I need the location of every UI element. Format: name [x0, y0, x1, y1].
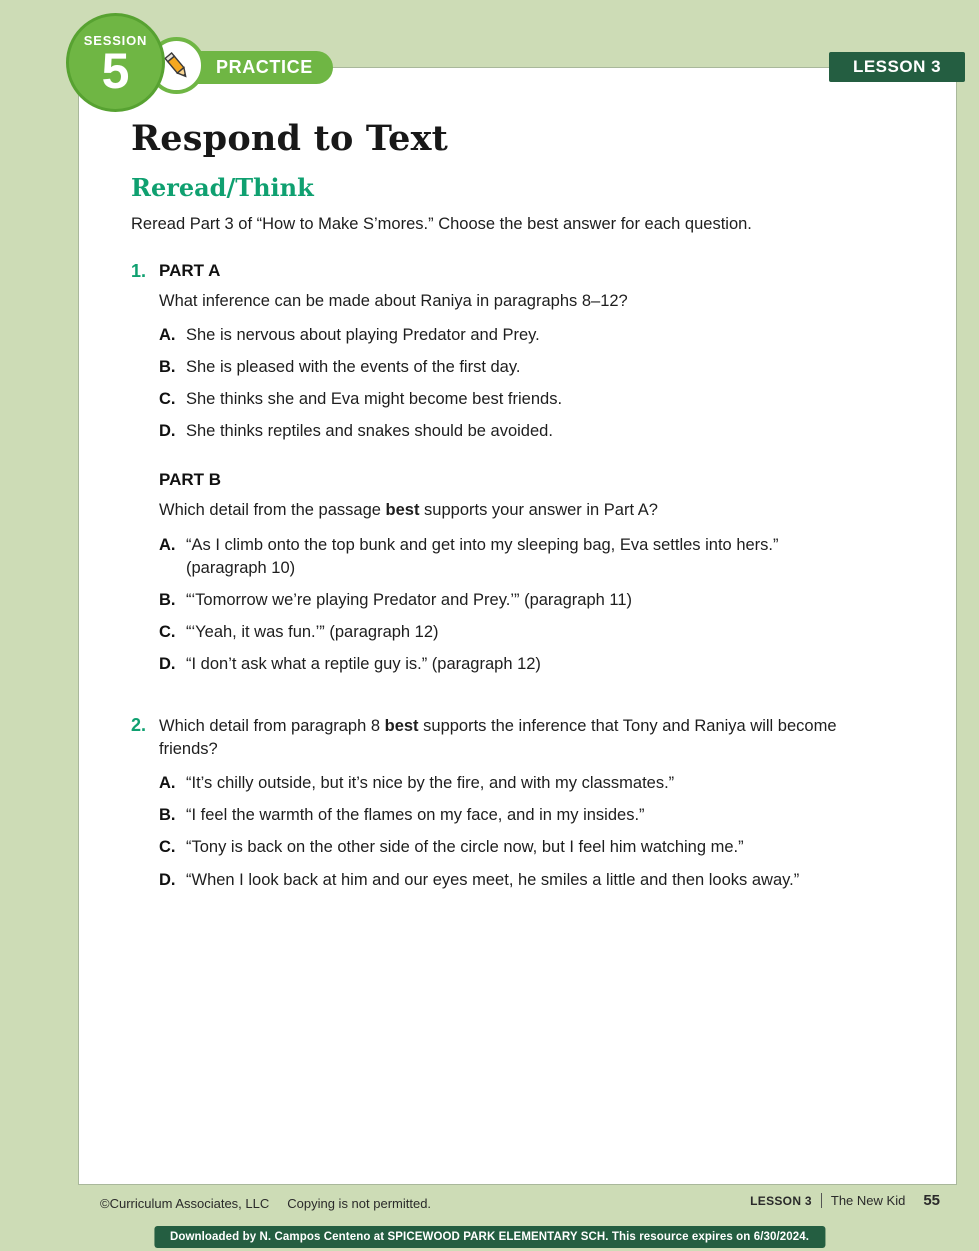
- choice-text: “It’s chilly outside, but it’s nice by the fire, and with my classmates.”: [186, 774, 675, 793]
- footer-page-number: 55: [923, 1192, 940, 1209]
- choice-text: “As I climb onto the top bunk and get into my sleeping bag, Eva settles into hers.” (paragraph 10): [186, 535, 779, 577]
- choice-row: [159, 534, 901, 580]
- choice-letter: A.: [159, 535, 176, 554]
- part-b-stem: [159, 499, 869, 522]
- choice-letter: C.: [159, 622, 176, 641]
- choice-text: She thinks reptiles and snakes should be avoided.: [186, 422, 553, 441]
- choice-row: [159, 589, 901, 612]
- choice-text: “Tony is back on the other side of the circle now, but I feel him watching me.”: [186, 838, 744, 857]
- choice-letter: B.: [159, 806, 176, 825]
- choice-row: [159, 356, 901, 379]
- choice-row: [159, 420, 901, 443]
- stem-text: supports the inference that Tony and Raniya will become friends?: [159, 717, 837, 759]
- choice-letter: D.: [159, 654, 176, 673]
- choice-row: [159, 653, 901, 676]
- choice-letter: A.: [159, 774, 176, 793]
- choice-text: She is pleased with the events of the first day.: [186, 358, 521, 377]
- footer-right: [750, 1192, 940, 1209]
- practice-label: PRACTICE: [216, 57, 313, 77]
- worksheet-page: [78, 67, 957, 1185]
- footer-copying-notice: Copying is not permitted.: [287, 1196, 432, 1211]
- stem-bold-word: best: [384, 717, 419, 736]
- choice-row: [159, 324, 901, 347]
- choice-row: [159, 388, 901, 411]
- session-badge: [66, 13, 165, 112]
- footer-divider: [821, 1193, 822, 1208]
- question-1: [131, 261, 901, 685]
- part-a-stem: What inference can be made about Raniya in paragraphs 8–12?: [159, 292, 628, 310]
- question-2: [131, 715, 901, 901]
- choice-row: [159, 772, 901, 795]
- section-heading: Reread/Think: [131, 173, 314, 202]
- choice-text: “‘Yeah, it was fun.’” (paragraph 12): [186, 622, 439, 641]
- choice-letter: C.: [159, 390, 176, 409]
- page-title: Respond to Text: [131, 118, 449, 159]
- choice-row: [159, 621, 901, 644]
- question-2-stem: [159, 715, 869, 761]
- lesson-banner: LESSON 3: [829, 52, 965, 82]
- intro-text: Reread Part 3 of “How to Make S’mores.” Choose the best answer for each question.: [131, 215, 752, 233]
- choice-text: She thinks she and Eva might become best friends.: [186, 390, 563, 409]
- session-number: 5: [101, 43, 130, 100]
- choice-letter: C.: [159, 838, 176, 857]
- choice-letter: B.: [159, 590, 176, 609]
- footer-left: [100, 1196, 431, 1211]
- footer-lesson-label: LESSON 3: [750, 1193, 812, 1208]
- question-1-part-b: [159, 470, 901, 676]
- choice-letter: A.: [159, 326, 176, 345]
- question-2-number: 2.: [131, 715, 147, 736]
- choice-letter: D.: [159, 422, 176, 441]
- choice-text: “I feel the warmth of the flames on my face, and in my insides.”: [186, 806, 645, 825]
- stem-text: Which detail from the passage: [159, 501, 386, 520]
- choice-row: [159, 869, 901, 892]
- choice-text: “I don’t ask what a reptile guy is.” (paragraph 12): [186, 654, 541, 673]
- session-label: SESSION: [83, 33, 148, 49]
- choice-letter: D.: [159, 870, 176, 889]
- footer-copyright: ©Curriculum Associates, LLC: [100, 1196, 270, 1211]
- choice-text: She is nervous about playing Predator and Prey.: [186, 326, 540, 345]
- stem-text: Which detail from paragraph 8: [159, 717, 385, 736]
- choice-row: [159, 804, 901, 827]
- choice-letter: B.: [159, 358, 176, 377]
- footer-book-title: The New Kid: [830, 1193, 906, 1208]
- download-notice-banner: Downloaded by N. Campos Centeno at SPICEWOOD PARK ELEMENTARY SCH. This resource expires on 6/30/2024.: [154, 1226, 825, 1248]
- stem-bold-word: best: [385, 501, 420, 520]
- question-1-part-a: [159, 261, 901, 443]
- part-b-label: PART B: [159, 470, 222, 490]
- choice-text: “When I look back at him and our eyes meet, he smiles a little and then looks away.”: [186, 870, 800, 889]
- question-1-number: 1.: [131, 261, 147, 281]
- choice-row: [159, 836, 901, 859]
- part-a-label: PART A: [159, 261, 221, 280]
- choice-text: “‘Tomorrow we’re playing Predator and Prey.’” (paragraph 11): [186, 590, 632, 609]
- question-2-body: [159, 715, 901, 901]
- question-1-body: [159, 261, 901, 685]
- stem-text: supports your answer in Part A?: [419, 501, 658, 520]
